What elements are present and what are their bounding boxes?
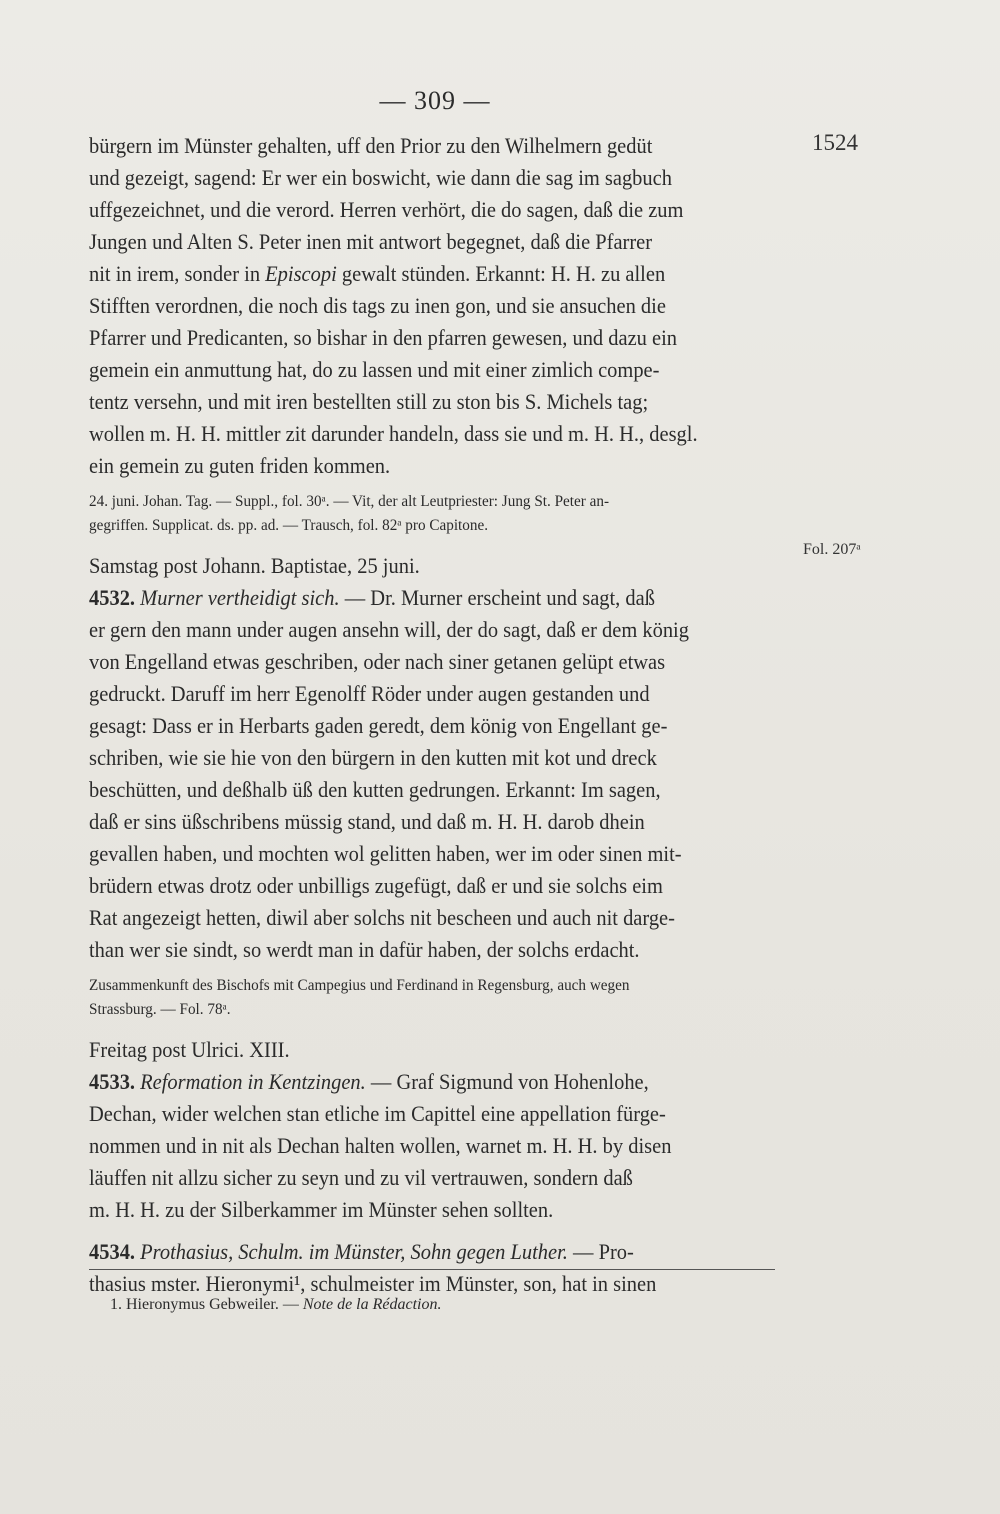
body-line: er gern den mann under augen ansehn will, der do sagt, daß er dem könig [89,617,689,642]
body-line: nommen und in nit als Dechan halten wollen, warnet m. H. H. by disen [89,1133,672,1158]
entry-title: Prothasius, Schulm. im Münster, Sohn gegen Luther. [140,1239,568,1264]
entry-number: 4532. [89,585,136,610]
small-note-line: Zusammenkunft des Bischofs mit Campegius und Ferdinand in Regensburg, auch wegen [89,977,630,994]
small-note-line: 24. juni. Johan. Tag. — Suppl., fol. 30ᵃ. — Vit, der alt Leutpriester: Jung St. Peter an- [89,493,610,510]
body-line: than wer sie sindt, so werdt man in dafür haben, der solchs erdacht. [89,937,640,962]
page-number: — 309 — [379,86,491,115]
text-span: — Pro- [567,1239,634,1264]
body-line: thasius mster. Hieronymi¹, schulmeister im Münster, son, hat in sinen [89,1271,657,1296]
entry-4534-first-line [89,1236,727,1268]
footnote-note: Note de la Rédaction. [302,1296,442,1313]
body-line: Pfarrer und Predicanten, so bishar in den pfarren gewesen, und dazu ein [89,325,678,350]
margin-folio: Fol. 207ᵃ [803,541,861,558]
body-line: schriben, wie sie hie von den bürgern in den kutten mit kot und dreck [89,745,657,770]
footnote [110,1293,442,1317]
body-line: m. H. H. zu der Silberkammer im Münster sehen sollten. [89,1197,554,1222]
body-line: tentz versehn, und mit iren bestellten still zu ston bis S. Michels tag; [89,389,649,414]
text-span: — Dr. Murner erscheint und sagt, daß [339,585,655,610]
body-line: gesagt: Dass er in Herbarts gaden geredt, dem könig von Engellant ge- [89,713,668,738]
body-line: beschütten, und deßhalb üß den kutten gedrungen. Erkannt: Im sagen, [89,777,661,802]
body-line: und gezeigt, sagend: Er wer ein boswicht, wie dann die sag im sagbuch [89,165,672,190]
entry-number: 4534. [89,1239,136,1264]
small-note-line: gegriffen. Supplicat. ds. pp. ad. — Trausch, fol. 82ᵃ pro Capitone. [89,517,489,534]
footnote-text: 1. Hieronymus Gebweiler. — [110,1296,303,1313]
main-text-column [89,130,775,1300]
body-line: gemein ein anmuttung hat, do zu lassen und mit einer zimlich compe- [89,357,660,382]
body-line: wollen m. H. H. mittler zit darunder handeln, dass sie und m. H. H., desgl. [89,421,698,446]
body-line: ein gemein zu guten friden kommen. [89,453,391,478]
date-heading: Freitag post Ulrici. XIII. [89,1037,290,1062]
body-line: Stifften verordnen, die noch dis tags zu inen gon, und sie ansuchen die [89,293,666,318]
entry-title: Murner vertheidigt sich. [140,585,340,610]
text-span: gewalt stünden. Erkannt: H. H. zu allen [336,261,666,286]
date-heading: Samstag post Johann. Baptistae, 25 juni. [89,553,420,578]
text-span: — Graf Sigmund von Hohenlohe, [365,1069,649,1094]
body-line: gevallen haben, und mochten wol gelitten haben, wer im oder sinen mit- [89,841,682,866]
entry-4533-first-line [89,1066,727,1098]
entry-title: Reformation in Kentzingen. [140,1069,366,1094]
body-line: daß er sins üßschribens müssig stand, und daß m. H. H. darob dhein [89,809,645,834]
margin-year: 1524 [812,130,858,155]
entry-number: 4533. [89,1069,136,1094]
body-line: Jungen und Alten S. Peter inen mit antwort begegnet, daß die Pfarrer [89,229,653,254]
body-line: Dechan, wider welchen stan etliche im Capittel eine appellation fürge- [89,1101,666,1126]
body-line: brüdern etwas drotz oder unbilligs zugefügt, daß er und sie solchs eim [89,873,663,898]
body-line: gedruckt. Daruff im herr Egenolff Röder under augen gestanden und [89,681,650,706]
body-line: uffgezeichnet, und die verord. Herren verhört, die do sagen, daß die zum [89,197,684,222]
body-line: von Engelland etwas geschriben, oder nach siner getanen gelüpt etwas [89,649,666,674]
text-span: nit in irem, sonder in [89,261,266,286]
body-line: Rat angezeigt hetten, diwil aber solchs nit bescheen und auch nit darge- [89,905,675,930]
body-line [89,258,727,290]
italic-term: Episcopi [265,261,337,286]
entry-4532-first-line [89,582,727,614]
body-line: bürgern im Münster gehalten, uff den Prior zu den Wilhelmern gedüt [89,133,653,158]
body-line: läuffen nit allzu sicher zu seyn und zu vil vertrauwen, sondern daß [89,1165,633,1190]
small-note-line: Strassburg. — Fol. 78ᵃ. [89,1001,231,1018]
footnote-divider [89,1269,775,1270]
